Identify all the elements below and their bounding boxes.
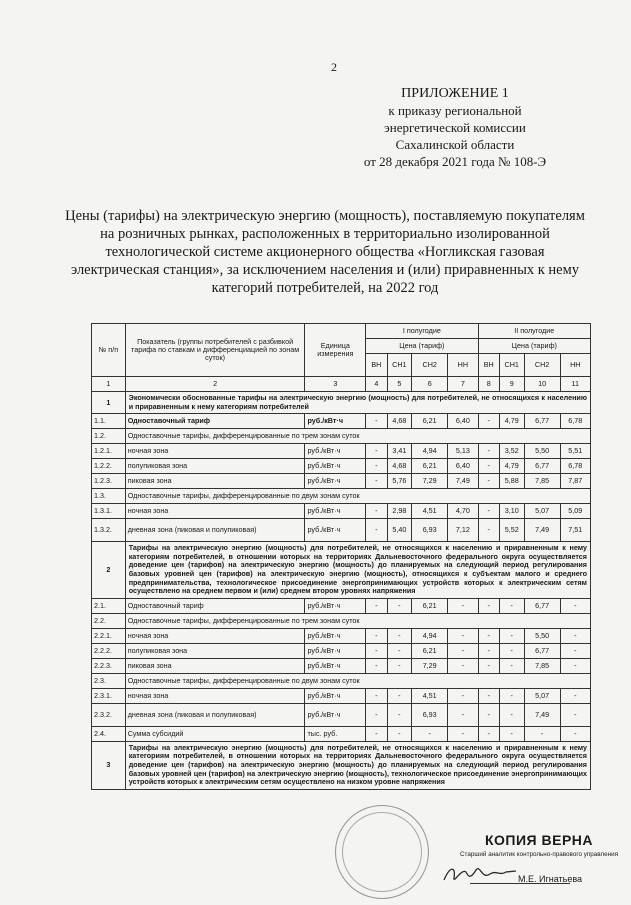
table-row <box>92 598 591 613</box>
row-unit: руб./кВт·ч <box>305 688 366 703</box>
row-value: 5,09 <box>560 504 590 519</box>
col-num-11: 11 <box>560 377 590 392</box>
appendix-title: ПРИЛОЖЕНИЕ 1 <box>401 86 509 101</box>
row-number: 2.1. <box>92 598 126 613</box>
row-unit: тыс. руб. <box>305 726 366 741</box>
header-unit: Единица измерения <box>305 324 366 377</box>
row-value: - <box>478 414 499 429</box>
row-value: - <box>366 658 387 673</box>
row-value: - <box>387 688 412 703</box>
row-value: - <box>366 414 387 429</box>
table-row <box>92 414 591 429</box>
row-value: - <box>366 474 387 489</box>
row-value: 5,88 <box>499 474 524 489</box>
page-number: 2 <box>331 60 337 74</box>
row-value: 6,21 <box>412 643 448 658</box>
row-value: - <box>478 643 499 658</box>
row-value: 5,76 <box>387 474 412 489</box>
row-number: 1.3.2. <box>92 519 126 542</box>
col-num-4: 4 <box>366 377 387 392</box>
row-value: 7,87 <box>560 474 590 489</box>
header-price-1: Цена (тариф) <box>366 339 478 354</box>
table-row <box>92 392 591 414</box>
row-name: пиковая зона <box>125 474 305 489</box>
row-value: 7,49 <box>524 703 560 726</box>
row-value: - <box>448 688 478 703</box>
row-number: 3 <box>92 741 126 789</box>
col-num-9: 9 <box>499 377 524 392</box>
appendix-block <box>330 85 580 170</box>
header-indicator: Показатель (группы потребителей с разбивкой тарифа по ставкам и дифференциацией по зонам суток) <box>125 324 305 377</box>
header-vn-1: ВН <box>366 354 387 377</box>
row-value: 7,29 <box>412 474 448 489</box>
document-title: Цены (тарифы) на электрическую энергию (мощность), поставляемую покупателям на розничных рынках, расположенных в территориально изолированной технологической системе акционерного общества «Ногликская газовая электрическая станция», за исключением населения и (или) приравненных к нему категорий потребителей, на 2022 год <box>65 208 585 296</box>
col-num-2: 2 <box>125 377 305 392</box>
col-num-3: 3 <box>305 377 366 392</box>
table-row <box>92 628 591 643</box>
row-value: 6,40 <box>448 459 478 474</box>
row-unit: руб./кВт·ч <box>305 519 366 542</box>
subsection-text: Одноставочные тарифы, дифференцированные по трем зонам суток <box>125 429 590 444</box>
row-value: 4,68 <box>387 414 412 429</box>
row-value: - <box>560 688 590 703</box>
col-num-10: 10 <box>524 377 560 392</box>
row-value: - <box>366 519 387 542</box>
row-value: 5,52 <box>499 519 524 542</box>
row-value: 4,94 <box>412 628 448 643</box>
header-sn1-1: СН1 <box>387 354 412 377</box>
row-value: - <box>387 703 412 726</box>
row-value: 6,21 <box>412 459 448 474</box>
col-num-6: 6 <box>412 377 448 392</box>
table-row <box>92 489 591 504</box>
row-value: 6,78 <box>560 414 590 429</box>
row-number: 2.2. <box>92 613 126 628</box>
row-value: - <box>448 703 478 726</box>
header-price-2: Цена (тариф) <box>478 339 590 354</box>
header-vn-2: ВН <box>478 354 499 377</box>
row-unit: руб./кВт·ч <box>305 643 366 658</box>
table-row <box>92 504 591 519</box>
row-value: - <box>524 726 560 741</box>
row-value: 4,70 <box>448 504 478 519</box>
row-value: - <box>499 643 524 658</box>
table-row <box>92 519 591 542</box>
col-num-8: 8 <box>478 377 499 392</box>
table-row <box>92 643 591 658</box>
row-value: 4,51 <box>412 688 448 703</box>
stamp-title: КОПИЯ ВЕРНА <box>485 832 594 848</box>
row-value: - <box>499 658 524 673</box>
row-value: 7,12 <box>448 519 478 542</box>
table-row <box>92 726 591 741</box>
row-number: 1.2.1. <box>92 444 126 459</box>
row-value: - <box>478 474 499 489</box>
row-value: - <box>499 628 524 643</box>
row-value: - <box>387 726 412 741</box>
row-value: 6,40 <box>448 414 478 429</box>
row-value: 7,85 <box>524 474 560 489</box>
subsection-text: Одноставочные тарифы, дифференцированные по двум зонам суток <box>125 489 590 504</box>
table-row <box>92 613 591 628</box>
col-num-5: 5 <box>387 377 412 392</box>
row-name: дневная зона (пиковая и полупиковая) <box>125 703 305 726</box>
row-unit: руб./кВт·ч <box>305 474 366 489</box>
appendix-line-2: энергетической комиссии <box>384 120 526 135</box>
row-value: - <box>366 726 387 741</box>
header-sn2-1: СН2 <box>412 354 448 377</box>
row-value: 6,77 <box>524 459 560 474</box>
row-value: - <box>478 459 499 474</box>
table-body <box>92 392 591 790</box>
row-value: 4,79 <box>499 459 524 474</box>
table-header <box>92 324 591 392</box>
row-value: - <box>499 598 524 613</box>
row-number: 2.4. <box>92 726 126 741</box>
row-unit: руб./кВт·ч <box>305 703 366 726</box>
row-value: 5,50 <box>524 444 560 459</box>
row-value: 6,77 <box>524 414 560 429</box>
row-number: 1.3.1. <box>92 504 126 519</box>
row-value: 7,29 <box>412 658 448 673</box>
row-value: 5,51 <box>560 444 590 459</box>
row-value: - <box>478 688 499 703</box>
row-value: 3,10 <box>499 504 524 519</box>
row-number: 2.3. <box>92 673 126 688</box>
table-row <box>92 673 591 688</box>
row-value: - <box>560 726 590 741</box>
row-name: ночная зона <box>125 504 305 519</box>
row-value: - <box>478 658 499 673</box>
row-value: - <box>499 688 524 703</box>
row-unit: руб./кВт·ч <box>305 444 366 459</box>
row-value: 6,77 <box>524 598 560 613</box>
header-num: № п/п <box>92 324 126 377</box>
row-value: 4,68 <box>387 459 412 474</box>
row-value: - <box>560 658 590 673</box>
row-number: 2.2.2. <box>92 643 126 658</box>
row-value: 6,21 <box>412 414 448 429</box>
table-row <box>92 688 591 703</box>
header-nn-1: НН <box>448 354 478 377</box>
signature-icon <box>440 862 520 886</box>
row-value: - <box>366 628 387 643</box>
row-value: - <box>387 658 412 673</box>
row-value: 4,94 <box>412 444 448 459</box>
row-value: 3,52 <box>499 444 524 459</box>
row-unit: руб./кВт·ч <box>305 598 366 613</box>
row-value: 6,93 <box>412 519 448 542</box>
header-half-2: II полугодие <box>478 324 590 339</box>
row-value: 4,51 <box>412 504 448 519</box>
table-row <box>92 741 591 789</box>
row-value: 5,13 <box>448 444 478 459</box>
row-name: Одноставочный тариф <box>125 414 305 429</box>
row-unit: руб./кВт·ч <box>305 414 366 429</box>
row-number: 1.2. <box>92 429 126 444</box>
row-value: - <box>560 628 590 643</box>
row-value: 6,21 <box>412 598 448 613</box>
row-name: пиковая зона <box>125 658 305 673</box>
row-value: - <box>448 598 478 613</box>
section-text: Экономически обоснованные тарифы на электрическую энергию (мощность) для потребителей, не относящихся к населению и приравненным к нему категориям потребителей <box>125 392 590 414</box>
table-row <box>92 474 591 489</box>
row-value: - <box>387 598 412 613</box>
appendix-line-4: от 28 декабря 2021 года № 108-Э <box>363 154 547 169</box>
row-name: Одноставочный тариф <box>125 598 305 613</box>
row-value: - <box>387 643 412 658</box>
row-value: - <box>448 658 478 673</box>
row-number: 1.1. <box>92 414 126 429</box>
row-value: 4,79 <box>499 414 524 429</box>
row-unit: руб./кВт·ч <box>305 628 366 643</box>
row-value: 5,50 <box>524 628 560 643</box>
stamp-position: Старший аналитик контрольно-правового управления <box>460 851 619 858</box>
table-row <box>92 429 591 444</box>
row-value: 3,41 <box>387 444 412 459</box>
row-value: 6,93 <box>412 703 448 726</box>
row-name: полупиковая зона <box>125 643 305 658</box>
subsection-text: Одноставочные тарифы, дифференцированные по трем зонам суток <box>125 613 590 628</box>
row-value: 7,85 <box>524 658 560 673</box>
table-row <box>92 542 591 599</box>
row-value: - <box>366 643 387 658</box>
row-value: - <box>366 598 387 613</box>
row-number: 2.2.3. <box>92 658 126 673</box>
header-nn-2: НН <box>560 354 590 377</box>
row-name: дневная зона (пиковая и полупиковая) <box>125 519 305 542</box>
header-sn1-2: СН1 <box>499 354 524 377</box>
row-name: полупиковая зона <box>125 459 305 474</box>
row-value: - <box>366 688 387 703</box>
row-value: - <box>560 703 590 726</box>
row-value: - <box>560 643 590 658</box>
table-row <box>92 658 591 673</box>
row-name: ночная зона <box>125 688 305 703</box>
row-value: - <box>478 444 499 459</box>
row-value: 7,49 <box>448 474 478 489</box>
row-value: 5,40 <box>387 519 412 542</box>
row-number: 1.2.3. <box>92 474 126 489</box>
row-number: 2.3.1. <box>92 688 126 703</box>
row-value: - <box>448 726 478 741</box>
row-number: 2.2.1. <box>92 628 126 643</box>
appendix-line-1: к приказу региональной <box>388 103 522 118</box>
tariff-table <box>91 323 591 790</box>
section-text: Тарифы на электрическую энергию (мощность) для потребителей, не относящихся к населению и приравненным к нему категориям потребителей, в отношении которых на территориях Дальневосточного федерального округа осуществляется доведение цен (тарифов) на электрическую энергию (мощность) до планируемых на следующий период регулирования базовых уровней цен (тарифов) на электрическую энергию (мощность), технологическое присоединение энергопринимающих устройств которых к электрическим сетям осуществлено на низком уровне напряжения <box>125 741 590 789</box>
row-value: - <box>366 444 387 459</box>
row-value: - <box>499 703 524 726</box>
row-value: 5,07 <box>524 688 560 703</box>
row-value: - <box>478 519 499 542</box>
row-value: - <box>412 726 448 741</box>
row-value: 6,77 <box>524 643 560 658</box>
header-sn2-2: СН2 <box>524 354 560 377</box>
row-value: - <box>366 459 387 474</box>
col-num-7: 7 <box>448 377 478 392</box>
header-half-1: I полугодие <box>366 324 478 339</box>
row-number: 2.3.2. <box>92 703 126 726</box>
row-value: 2,98 <box>387 504 412 519</box>
col-num-1: 1 <box>92 377 126 392</box>
row-value: - <box>478 504 499 519</box>
table-row <box>92 444 591 459</box>
row-value: - <box>366 703 387 726</box>
section-text: Тарифы на электрическую энергию (мощность) для потребителей, не относящихся к населению и приравненным к нему категориям потребителей, в отношении которых на территориях Дальневосточного федерального округа осуществляется доведение цен (тарифов) на электрическую энергию (мощность) до планируемых на следующий период регулирования базовых уровней цен (тарифов) на электрическую энергию (мощность), относящихся к субъектам малого и среднего предпринимательства, технологическое присоединение энергопринимающих устройств которых к электрическим сетям осуществлено на среднем первом и (или) среднем втором уровнях напряжения <box>125 542 590 599</box>
appendix-line-3: Сахалинской области <box>395 137 515 152</box>
row-value: - <box>478 598 499 613</box>
subsection-text: Одноставочные тарифы, дифференцированные по двум зонам суток <box>125 673 590 688</box>
row-number: 2 <box>92 542 126 599</box>
table-row <box>92 703 591 726</box>
row-unit: руб./кВт·ч <box>305 504 366 519</box>
stamp-name: М.Е. Игнатьева <box>518 874 583 884</box>
row-value: 5,07 <box>524 504 560 519</box>
row-value: 7,49 <box>524 519 560 542</box>
row-number: 1.3. <box>92 489 126 504</box>
table-row <box>92 459 591 474</box>
row-value: 6,78 <box>560 459 590 474</box>
row-name: Сумма субсидий <box>125 726 305 741</box>
row-value: - <box>448 628 478 643</box>
row-value: - <box>478 628 499 643</box>
row-unit: руб./кВт·ч <box>305 658 366 673</box>
row-value: - <box>448 643 478 658</box>
row-value: 7,51 <box>560 519 590 542</box>
row-unit: руб./кВт·ч <box>305 459 366 474</box>
row-name: ночная зона <box>125 628 305 643</box>
row-name: ночная зона <box>125 444 305 459</box>
row-value: - <box>387 628 412 643</box>
row-value: - <box>560 598 590 613</box>
row-value: - <box>366 504 387 519</box>
row-value: - <box>478 703 499 726</box>
row-value: - <box>499 726 524 741</box>
row-number: 1.2.2. <box>92 459 126 474</box>
row-value: - <box>478 726 499 741</box>
round-seal-stamp <box>335 805 429 899</box>
row-number: 1 <box>92 392 126 414</box>
